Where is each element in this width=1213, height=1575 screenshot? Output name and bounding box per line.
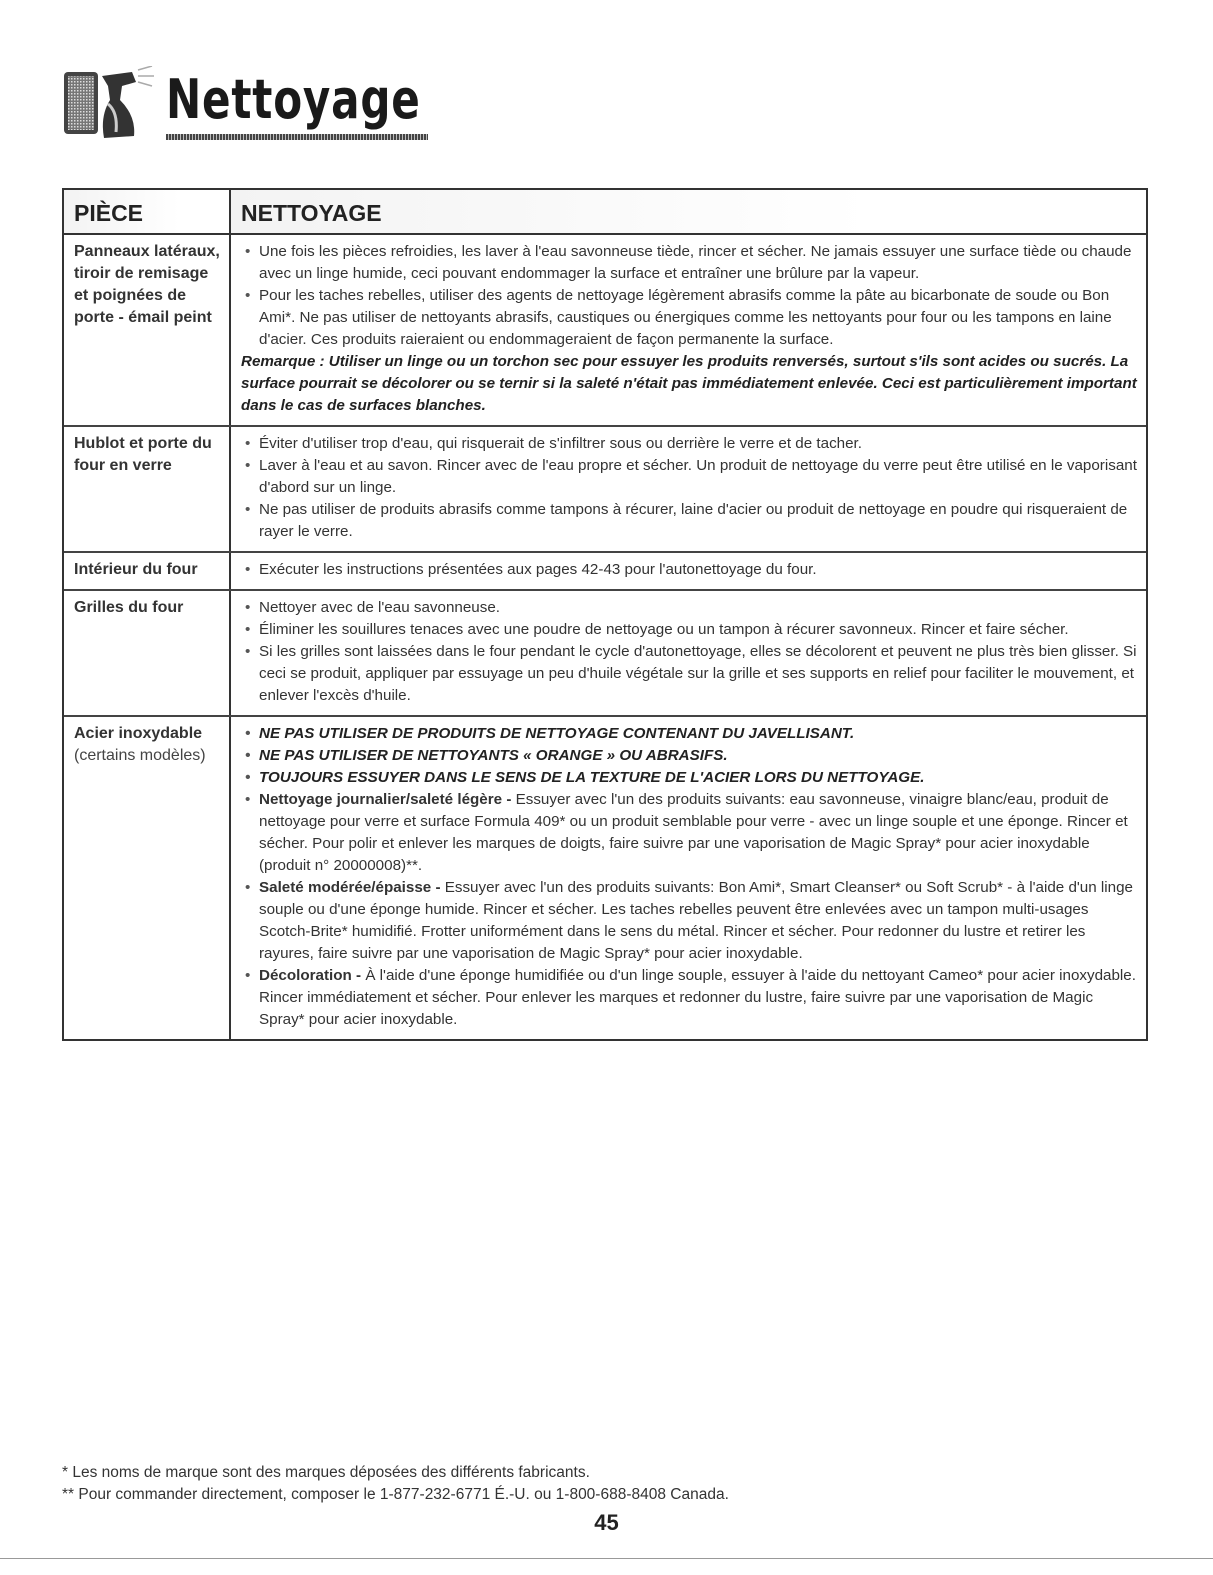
warning-item: • TOUJOURS ESSUYER DANS LE SENS DE LA TEXTURE DE L'ACIER LORS DU NETTOYAGE. xyxy=(241,767,1140,789)
item-lead: Nettoyage journalier/saleté légère - xyxy=(259,791,512,808)
cleaning-cell xyxy=(230,590,1146,716)
list-item: • Éliminer les souillures tenaces avec une poudre de nettoyage ou un tampon à récurer savonneux. Rincer et faire sécher. xyxy=(241,619,1140,641)
item-text: Essuyer avec l'un des produits suivants: eau savonneuse, vinaigre blanc/eau, produit de nettoyage pour verre et surface Formula 409* ou un produit semblable pour verre - avec un linge souple et une éponge. Rincer et sécher. Pour polir et enlever les marques de doigts, faire suivre par une vaporisation de Magic Spray* pour acier inoxydable (produit n° 20000008)**. xyxy=(259,791,1128,874)
cleaning-cell xyxy=(230,552,1146,590)
item-text: Essuyer avec l'un des produits suivants: Bon Ami*, Smart Cleanser* ou Soft Scrub* - à l'aide d'un linge souple ou d'une éponge humide. Rincer et sécher. Les taches rebelles peuvent être enlevées avec un tampon multi-usages Scotch-Brite* humidifié. Frotter uniformément dans le sens du métal. Rincer et sécher. Pour redonner du lustre et retirer les rayures, faire suivre par une vaporisation de Magic Spray* pour acier inoxydable. xyxy=(259,879,1134,962)
piece-cell: Hublot et porte du four en verre xyxy=(64,426,230,552)
footnotes xyxy=(62,1462,729,1506)
cleaning-table xyxy=(62,188,1148,1041)
list-item xyxy=(241,877,1140,965)
table-row xyxy=(64,552,1146,590)
warning-item: • NE PAS UTILISER DE NETTOYANTS « ORANGE » OU ABRASIFS. xyxy=(241,745,1140,767)
list-item xyxy=(241,965,1140,1031)
piece-cell: Intérieur du four xyxy=(64,552,230,590)
title-underline xyxy=(166,134,428,140)
list-item: • Ne pas utiliser de produits abrasifs comme tampons à récurer, laine d'acier ou produit de nettoyage en poudre qui risqueraient de rayer le verre. xyxy=(241,499,1140,543)
list-item: • Éviter d'utiliser trop d'eau, qui risquerait de s'infiltrer sous ou derrière le verre et de tacher. xyxy=(241,433,1140,455)
column-header-cleaning: NETTOYAGE xyxy=(230,190,1146,234)
page-title: Nettoyage xyxy=(166,68,421,131)
warning-item: • NE PAS UTILISER DE PRODUITS DE NETTOYAGE CONTENANT DU JAVELLISANT. xyxy=(241,723,1140,745)
list-item: • Si les grilles sont laissées dans le four pendant le cycle d'autonettoyage, elles se décolorent et peuvent ne plus très bien glisser. Si ceci se produit, appliquer par essuyage un peu d'huile végétale sur la grille et ses supports en relief pour faciliter le mouvement, et enlever l'excès d'huile. xyxy=(241,641,1140,707)
list-item: • Nettoyer avec de l'eau savonneuse. xyxy=(241,597,1140,619)
piece-label: Acier inoxydable xyxy=(74,725,203,742)
list-item: • Une fois les pièces refroidies, les laver à l'eau savonneuse tiède, rincer et sécher. Ne jamais essuyer une surface tiède ou chaude avec un linge humide, ceci pouvant endommager la surface et entraîner une brûlure par la vapeur. xyxy=(241,241,1140,285)
footnote: ** Pour commander directement, composer le 1-877-232-6771 É.-U. ou 1-800-688-8408 Canada. xyxy=(62,1486,729,1503)
cleaning-cell xyxy=(230,716,1146,1039)
table-row xyxy=(64,716,1146,1039)
table-row xyxy=(64,234,1146,426)
remark-note: Remarque : Utiliser un linge ou un torchon sec pour essuyer les produits renversés, surtout s'ils sont acides ou sucrés. La surface pourrait se décolorer ou se ternir si la saleté n'était pas immédiatement enlevée. Ceci est particulièrement important dans le cas de surfaces blanches. xyxy=(241,353,1137,414)
piece-cell: Grilles du four xyxy=(64,590,230,716)
column-header-piece: PIÈCE xyxy=(64,190,230,234)
page-number: 45 xyxy=(594,1510,619,1535)
bottom-divider xyxy=(0,1558,1213,1559)
cleaning-cell xyxy=(230,426,1146,552)
cleaning-cell xyxy=(230,234,1146,426)
piece-cell: Panneaux latéraux, tiroir de remisage et poignées de porte - émail peint xyxy=(64,234,230,426)
piece-sublabel: (certains modèles) xyxy=(74,747,206,764)
table-row xyxy=(64,426,1146,552)
piece-cell xyxy=(64,716,230,1039)
table-row xyxy=(64,590,1146,716)
list-item: • Laver à l'eau et au savon. Rincer avec de l'eau propre et sécher. Un produit de nettoyage du verre peut être utilisé en le vaporisant d'abord sur un linge. xyxy=(241,455,1140,499)
item-text: À l'aide d'une éponge humidifiée ou d'un linge souple, essuyer à l'aide du nettoyant Cameo* pour acier inoxydable. Rincer immédiatement et sécher. Pour enlever les marques et redonner du lustre, faire suivre par une vaporisation de Magic Spray* pour acier inoxydable. xyxy=(259,967,1136,1028)
footnote: * Les noms de marque sont des marques déposées des différents fabricants. xyxy=(62,1464,590,1481)
list-item: • Pour les taches rebelles, utiliser des agents de nettoyage légèrement abrasifs comme la pâte au bicarbonate de soude ou Bon Ami*. Ne pas utiliser de nettoyants abrasifs, caustiques ou énergiques comme les nettoyants pour four ou les tampons en laine d'acier. Ces produits raieraient ou endommageraient de façon permanente la surface. xyxy=(241,285,1140,351)
list-item: • Exécuter les instructions présentées aux pages 42-43 pour l'autonettoyage du four. xyxy=(241,559,1140,581)
list-item xyxy=(241,789,1140,877)
spray-bottle-icon xyxy=(62,66,158,146)
item-lead: Décoloration - xyxy=(259,967,362,984)
item-lead: Saleté modérée/épaisse - xyxy=(259,879,441,896)
